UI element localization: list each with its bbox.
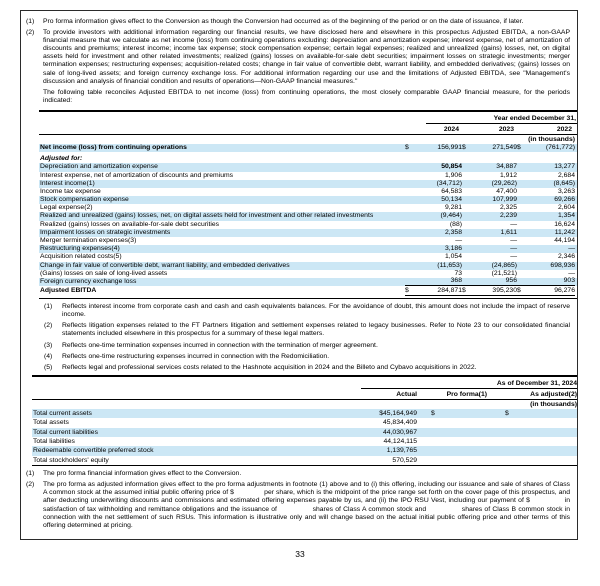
page-number: 33 bbox=[295, 549, 305, 559]
cell-as-adjusted bbox=[487, 409, 577, 418]
cell-value: 3,263 bbox=[557, 187, 575, 195]
row-label: Total liabilities bbox=[33, 437, 75, 445]
cell-value: (8,645) bbox=[553, 179, 575, 187]
cell-value: 9,281 bbox=[444, 204, 462, 212]
cell-2023 bbox=[462, 212, 517, 220]
cell-value: 956 bbox=[505, 277, 517, 285]
cell-2024 bbox=[405, 163, 462, 171]
cell-value: 2,239 bbox=[499, 212, 517, 220]
footnote-text: The pro forma financial information gives effect to the Conversion. bbox=[43, 470, 242, 478]
table-row-total bbox=[39, 286, 578, 296]
cell-pro-forma bbox=[417, 437, 487, 446]
cell-value: 44,194 bbox=[554, 237, 575, 244]
row-label: Legal expense(2) bbox=[40, 204, 93, 212]
cell-2022 bbox=[517, 180, 575, 188]
row-label: Adjusted EBITDA bbox=[40, 287, 97, 295]
table-row bbox=[39, 188, 578, 196]
cell-2023 bbox=[462, 196, 517, 204]
cell-value: 96,276 bbox=[554, 286, 575, 294]
units-label: (in thousands) bbox=[530, 400, 577, 408]
cell-2024 bbox=[405, 253, 462, 261]
cell-actual: 44,030,967 bbox=[382, 428, 417, 436]
page-border-box bbox=[20, 10, 578, 540]
row-label: Change in fair value of convertible debt, warrant liability, and embedded derivatives bbox=[40, 261, 290, 269]
period-header-row bbox=[32, 377, 577, 389]
cell-as-adjusted bbox=[487, 418, 577, 427]
table-row bbox=[39, 253, 578, 261]
footnote-text: Reflects one-time termination expenses incurred in connection with the termination of merger agreement. bbox=[62, 341, 378, 349]
footnote-top-2 bbox=[26, 29, 572, 86]
table-row bbox=[39, 144, 578, 152]
cell-value: 903 bbox=[563, 277, 575, 285]
row-label: (Gains) losses on sale of long-lived assets bbox=[40, 269, 168, 277]
cell-value: 11,242 bbox=[554, 228, 575, 236]
cell-value: — bbox=[510, 237, 517, 244]
cell-2023 bbox=[462, 188, 517, 196]
ebitda-reconciliation-table bbox=[39, 110, 578, 299]
footnote-number: (3) bbox=[44, 341, 53, 349]
cell-as-adjusted bbox=[487, 437, 577, 446]
footnote-number: (1) bbox=[26, 18, 35, 25]
cell-value: 156,991 bbox=[437, 143, 462, 151]
cell-2022 bbox=[517, 188, 575, 196]
cell-value: (24,865) bbox=[491, 261, 517, 269]
row-label: Total current liabilities bbox=[33, 428, 98, 436]
footnote-number: (4) bbox=[44, 352, 53, 360]
cell-value: 2,604 bbox=[557, 204, 575, 212]
cell-value: (9,464) bbox=[440, 212, 462, 220]
cell-as-adjusted bbox=[487, 446, 577, 455]
cell-2022 bbox=[517, 229, 575, 237]
row-label: Total current assets bbox=[33, 409, 92, 417]
cell-2023 bbox=[462, 262, 517, 270]
cell-value: (88) bbox=[449, 220, 462, 228]
period-header: Year ended December 31, bbox=[426, 115, 578, 124]
cell-as-adjusted bbox=[487, 456, 577, 465]
footnote-number: (2) bbox=[26, 481, 35, 489]
cell-value: (21,521) bbox=[491, 269, 517, 277]
row-label: Total assets bbox=[33, 419, 69, 427]
table-row bbox=[39, 270, 578, 278]
cell-value: 64,583 bbox=[441, 187, 462, 195]
cell-actual: 44,124,115 bbox=[383, 437, 417, 445]
cell-2022 bbox=[517, 172, 575, 180]
table-row bbox=[39, 229, 578, 237]
cell-value: 395,230 bbox=[492, 286, 517, 294]
cell-value: 284,871 bbox=[437, 286, 462, 294]
table-row bbox=[39, 204, 578, 212]
currency-sign: $ bbox=[517, 286, 521, 294]
row-label: Interest income(1) bbox=[40, 179, 95, 187]
table-row bbox=[39, 155, 578, 163]
cell-value: — bbox=[455, 237, 462, 244]
cell-2023 bbox=[462, 172, 517, 180]
footnote-mid-1 bbox=[44, 303, 572, 319]
table-row bbox=[39, 196, 578, 204]
cell-pro-forma bbox=[417, 428, 487, 437]
row-label: Merger termination expenses(3) bbox=[40, 237, 137, 244]
cell-actual: 45,834,409 bbox=[382, 419, 417, 427]
cell-2024 bbox=[405, 237, 462, 245]
cell-2024 bbox=[405, 245, 462, 253]
row-label: Foreign currency exchange loss bbox=[40, 277, 137, 285]
cell-value: 50,134 bbox=[441, 196, 462, 204]
row-label: Net income (loss) from continuing operations bbox=[40, 143, 187, 151]
footnote-number: (1) bbox=[44, 303, 53, 311]
table-row bbox=[39, 237, 578, 245]
cell-value: 47,400 bbox=[496, 187, 517, 195]
currency-sign: $ bbox=[405, 143, 409, 151]
currency-sign: $ bbox=[462, 143, 466, 151]
currency-sign: $ bbox=[462, 286, 466, 294]
table-row bbox=[39, 163, 578, 171]
row-label: Restructuring expenses(4) bbox=[40, 245, 120, 253]
column-header-2023: 2023 bbox=[498, 125, 514, 133]
cell-2023 bbox=[462, 144, 517, 152]
cell-2022 bbox=[517, 262, 575, 270]
footnote-text: The pro forma as adjusted information gives effect to the pro forma adjustments in footnote (1) above and to (i) this offering, including our issuance and sale of shares of Class A common stock at the assumed initial public offering price of $ per share, which is the midpoint of the price range set forth on the cover page of this prospectus, and after deducting underwriting discounts and commissions and estimated offering expenses payable by us, and (ii) the IPO RSU Vest, including our payment of $ in satisfaction of tax withholding and remittance obligations and the issuance of shares of Class A common stock and shares of Class B common stock in connection with the net settlement of such RSUs. This information is illustrative only and will change based on the actual initial public offering price and other terms of this offering determined at pricing. bbox=[43, 481, 570, 529]
table-row bbox=[32, 418, 577, 427]
currency-sign: $ bbox=[517, 143, 521, 151]
cell-2022 bbox=[517, 221, 575, 229]
cell-2022 bbox=[517, 144, 575, 152]
footnote-top-1 bbox=[26, 18, 572, 26]
cell-2023 bbox=[462, 253, 517, 261]
cell-2024 bbox=[405, 229, 462, 237]
footnote-text: Reflects interest income from corporate cash and cash and cash equivalents balances. For the avoidance of doubt, this amount does not include the impact of reserve income. bbox=[62, 303, 570, 319]
page-content bbox=[21, 11, 577, 530]
cell-value: 16,624 bbox=[554, 220, 575, 228]
row-label: Impairment losses on strategic investments bbox=[40, 228, 171, 236]
cell-value: 698,936 bbox=[550, 261, 575, 269]
period-header-row bbox=[39, 112, 578, 124]
footnote-text: Reflects litigation expenses related to the FT Partners litigation and settlement expenses related to legacy businesses. Refer to Note 23 to our consolidated financial statements included elsewhere in this prospectus for a summary of these legal matters. bbox=[62, 322, 570, 338]
currency-sign: $ bbox=[505, 409, 509, 417]
table-row bbox=[32, 437, 577, 446]
footnote-number: (5) bbox=[44, 363, 53, 371]
cell-actual: 570,529 bbox=[392, 456, 417, 464]
footnote-mid-5 bbox=[44, 364, 572, 372]
cell-value: 50,854 bbox=[441, 163, 462, 171]
year-columns-row bbox=[39, 124, 578, 135]
table-row bbox=[39, 221, 578, 229]
cell-pro-forma bbox=[417, 409, 487, 418]
cell-2023 bbox=[462, 245, 517, 253]
cell-2024 bbox=[405, 188, 462, 196]
cell-actual: $45,164,949 bbox=[379, 409, 417, 417]
cell-value: 271,549 bbox=[492, 143, 517, 151]
cell-value: (34,712) bbox=[436, 179, 462, 187]
cell-value: — bbox=[568, 245, 575, 253]
row-label: Realized (gains) losses on available-for-sale debt securities bbox=[40, 220, 220, 228]
table-row bbox=[39, 172, 578, 180]
cell-2024 bbox=[405, 180, 462, 188]
cell-value: 2,346 bbox=[557, 253, 575, 261]
cell-2022 bbox=[517, 196, 575, 204]
label-column-spacer bbox=[39, 126, 405, 133]
cell-value: (29,262) bbox=[491, 179, 517, 187]
cell-value: 2,325 bbox=[499, 204, 517, 212]
table-row bbox=[32, 446, 577, 455]
footnote-mid-4 bbox=[44, 353, 572, 361]
column-header-2022: 2022 bbox=[556, 125, 572, 133]
cell-value: 1,354 bbox=[557, 212, 575, 220]
column-headers-row bbox=[32, 389, 577, 400]
cell-value: (761,772) bbox=[545, 143, 575, 151]
cell-2024 bbox=[405, 212, 462, 220]
cell-value: 73 bbox=[454, 269, 462, 277]
cell-2023 bbox=[462, 180, 517, 188]
cell-value: 1,054 bbox=[444, 253, 462, 261]
cell-as-adjusted bbox=[487, 428, 577, 437]
cell-pro-forma bbox=[417, 418, 487, 427]
column-header-as-adjusted: As adjusted(2) bbox=[530, 390, 577, 398]
cell-value: 69,266 bbox=[554, 196, 575, 204]
cell-value: 2,684 bbox=[557, 171, 575, 179]
cell-value: 1,912 bbox=[499, 171, 517, 179]
cell-2024 bbox=[405, 221, 462, 229]
row-label: Acquisition related costs(5) bbox=[40, 253, 122, 261]
row-label: Stock compensation expense bbox=[40, 196, 129, 204]
row-label: Total stockholders' equity bbox=[33, 456, 109, 464]
cell-value: 107,999 bbox=[492, 196, 517, 204]
cell-2024 bbox=[405, 144, 462, 152]
cell-pro-forma bbox=[417, 456, 487, 465]
cell-value: 3,186 bbox=[444, 245, 462, 253]
cell-pro-forma bbox=[417, 446, 487, 455]
cell-value: 1,611 bbox=[500, 228, 517, 236]
cell-2023 bbox=[462, 229, 517, 237]
cell-value: 13,277 bbox=[554, 163, 575, 171]
units-label: (in thousands) bbox=[528, 135, 575, 143]
cell-2023 bbox=[462, 204, 517, 212]
cell-value: — bbox=[510, 245, 517, 253]
footnote-number: (2) bbox=[44, 322, 53, 330]
cell-value: (11,653) bbox=[437, 261, 462, 269]
cell-2023 bbox=[462, 163, 517, 171]
footnote-mid-2 bbox=[44, 322, 572, 338]
footnote-number: (1) bbox=[26, 470, 35, 478]
cell-2023 bbox=[462, 237, 517, 245]
cell-actual: 1,139,765 bbox=[386, 447, 417, 455]
cell-value: — bbox=[510, 253, 517, 261]
column-header-2024: 2024 bbox=[443, 125, 459, 133]
row-label: Income tax expense bbox=[40, 187, 101, 195]
cell-2024 bbox=[405, 172, 462, 180]
row-label: Interest expense, net of amortization of discounts and premiums bbox=[40, 171, 234, 179]
cell-2024 bbox=[405, 196, 462, 204]
table-row bbox=[32, 456, 577, 465]
cell-2022 bbox=[517, 237, 575, 245]
footnote-bottom-1 bbox=[26, 470, 572, 478]
footnote-bottom-2 bbox=[26, 481, 572, 530]
footnote-mid-3 bbox=[44, 342, 572, 350]
cell-2023 bbox=[462, 221, 517, 229]
row-label: Depreciation and amortization expense bbox=[40, 163, 158, 171]
row-label: Redeemable convertible preferred stock bbox=[33, 447, 154, 455]
cell-value: 1,906 bbox=[444, 171, 462, 179]
cell-2022 bbox=[517, 212, 575, 220]
currency-sign: $ bbox=[431, 409, 435, 417]
cell-2024 bbox=[405, 204, 462, 212]
row-label: Realized and unrealized (gains) losses, net, on digital assets held for investment and other related investments bbox=[40, 212, 374, 220]
cell-value: — bbox=[510, 220, 517, 228]
footnote-number: (2) bbox=[26, 29, 35, 37]
table-row bbox=[39, 212, 578, 220]
table-intro-paragraph: The following table reconciles Adjusted EBITDA to net income (loss) from continuing operations, the most closely comparable GAAP financial measure, for the periods indicated: bbox=[43, 88, 570, 104]
cell-2022 bbox=[517, 253, 575, 261]
table-row bbox=[39, 245, 578, 253]
column-header-pro-forma: Pro forma(1) bbox=[446, 390, 487, 398]
column-header-actual: Actual bbox=[396, 390, 417, 398]
table-row bbox=[39, 180, 578, 188]
cell-2023 bbox=[462, 286, 517, 296]
table-row bbox=[39, 262, 578, 270]
footnote-text: Reflects one-time restructuring expenses incurred in connection with the Redomiciliation. bbox=[62, 352, 330, 360]
footnote-text: Pro forma information gives effect to the Conversion as though the Conversion had occurred as of the beginning of the period or on the date of issuance, if later. bbox=[43, 18, 524, 25]
cell-2022 bbox=[517, 204, 575, 212]
cell-value: 34,887 bbox=[496, 163, 517, 171]
footnote-text: Reflects legal and professional services costs related to the Hashnote acquisition in 2024 and the Billeto and Cybavo acquisitions in 2022. bbox=[62, 363, 477, 371]
cell-value: 368 bbox=[450, 277, 462, 285]
cell-2024 bbox=[405, 262, 462, 270]
label-column-spacer bbox=[32, 391, 339, 398]
table-row bbox=[32, 428, 577, 437]
footnote-text: To provide investors with additional information regarding our financial results, we have disclosed here and elsewhere in this prospectus Adjusted EBITDA, a non-GAAP financial measure that we calculate as net income (loss) from continuing operations excluding: depreciation and amortization expense; interest expense, net of amortization of discounts and premiums; interest income; income tax expense; stock compensation expense; certain legal expenses; realized and unrealized (gains) losses, net, on digital assets held for investment and other related investments; realized (gains) losses on available-for-sale debt securities; impairment losses on strategic investments; merger termination expenses; restructuring expenses; acquisition-related costs; change in fair value of convertible debt, warrant liability, and embedded derivatives; (gains) losses on sale of long-lived assets; and foreign currency exchange loss. For additional information regarding our use and the limitations of Adjusted EBITDA, see "Management's discussion and analysis of financial condition and results of operations—Non-GAAP financial measures." bbox=[43, 29, 570, 85]
cell-2022 bbox=[517, 163, 575, 171]
currency-sign: $ bbox=[405, 286, 409, 294]
balance-sheet-table bbox=[32, 375, 577, 466]
row-label: Adjusted for: bbox=[40, 155, 83, 163]
cell-value: — bbox=[568, 269, 575, 277]
cell-2022 bbox=[517, 245, 575, 253]
cell-2024 bbox=[405, 286, 462, 296]
cell-2022 bbox=[517, 286, 575, 296]
table-row bbox=[32, 409, 577, 418]
cell-value: 2,358 bbox=[444, 228, 462, 236]
period-header: As of December 31, 2024 bbox=[361, 380, 577, 389]
